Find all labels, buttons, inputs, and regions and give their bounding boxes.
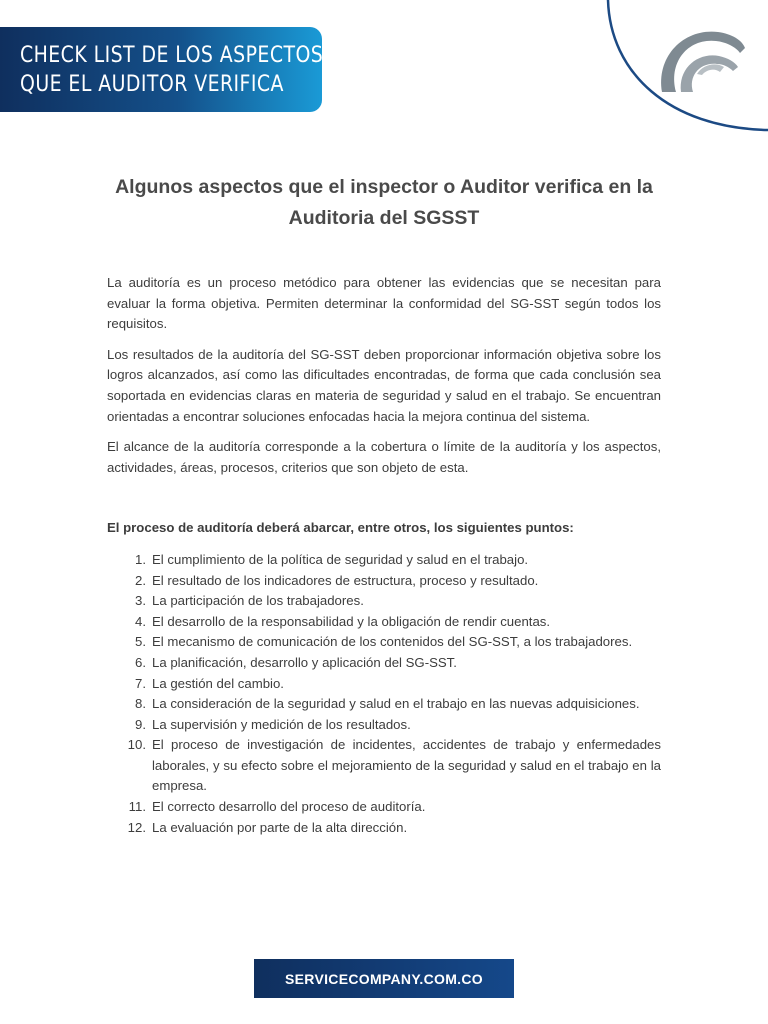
list-item-number: 1.: [135, 551, 146, 567]
list-item: [107, 674, 661, 695]
list-item-text: La planificación, desarrollo y aplicación del SG-SST.: [152, 654, 457, 670]
list-item-number: 10.: [127, 737, 146, 753]
list-item-number: 11.: [128, 799, 146, 815]
list-item-text: El resultado de los indicadores de estructura, proceso y resultado.: [152, 572, 539, 588]
list-item-text: El cumplimiento de la política de seguridad y salud en el trabajo.: [152, 551, 529, 567]
list-item-text: El proceso de investigación de incidentes, accidentes de trabajo y enfermedades laborales, y su efecto sobre el mejoramiento de la seguridad y salud en el trabajo en la empresa.: [152, 737, 661, 794]
list-item-text: El correcto desarrollo del proceso de auditoría.: [152, 799, 426, 815]
document-title: [107, 172, 661, 234]
list-item: [107, 715, 661, 736]
logo-ring-arc: [608, 0, 768, 130]
banner-title-line-2: QUE EL AUDITOR VERIFICA: [20, 72, 284, 97]
list-item-number: 6.: [135, 654, 146, 670]
paragraph-results: Los resultados de la auditoría del SG-SST deben proporcionar información objetiva sobre los logros alcanzados, así como las dificultades encontradas, de forma que cada conclusión sea soportada en evidencias claras en materia de seguridad y salud en el trabajo. Se encuentran orientadas a encontrar soluciones enfocadas hacia la mejora continua del sistema.: [107, 346, 661, 424]
list-item-text: La supervisión y medición de los resultados.: [152, 716, 411, 732]
list-item: [107, 612, 661, 633]
paragraph-intro: La auditoría es un proceso metódico para obtener las evidencias que se necesitan para evaluar la forma objetiva. Permiten determinar la conformidad del SG-SST según todos los requisitos.: [107, 275, 661, 332]
list-item-number: 4.: [135, 613, 146, 629]
list-item-text: La participación de los trabajadores.: [152, 593, 364, 609]
list-item-text: La gestión del cambio.: [152, 675, 284, 691]
list-item: [107, 571, 661, 592]
header-banner: [0, 27, 322, 112]
list-item: [107, 591, 661, 612]
list-item: [107, 735, 661, 797]
list-item: [107, 797, 661, 818]
banner-title-line-1: CHECK LIST DE LOS ASPECTOS: [20, 43, 324, 68]
footer-website-link[interactable]: SERVICECOMPANY.COM.CO: [254, 959, 514, 998]
list-item-number: 3.: [135, 593, 146, 609]
list-item-text: La consideración de la seguridad y salud en el trabajo en las nuevas adquisiciones.: [152, 696, 640, 712]
list-item: [107, 694, 661, 715]
document-title-line-2: Auditoria del SGSST: [288, 207, 480, 229]
list-item: [107, 818, 661, 839]
document-body: [107, 273, 661, 838]
list-item: [107, 550, 661, 571]
paragraph-scope: El alcance de la auditoría corresponde a la cobertura o límite de la auditoría y los aspectos, actividades, áreas, procesos, criterios que son objeto de esta.: [107, 439, 661, 475]
document-title-line-1: Algunos aspectos que el inspector o Auditor verifica en la: [115, 176, 653, 198]
list-item-number: 9.: [135, 716, 146, 732]
list-item-number: 8.: [135, 696, 146, 712]
list-item-number: 7.: [135, 675, 146, 691]
list-item: [107, 653, 661, 674]
list-item-text: La evaluación por parte de la alta dirección.: [152, 819, 408, 835]
list-item-text: El mecanismo de comunicación de los contenidos del SG-SST, a los trabajadores.: [152, 634, 633, 650]
wifi-arc-logo-icon: [661, 32, 745, 92]
list-lead: El proceso de auditoría deberá abarcar, entre otros, los siguientes puntos:: [107, 520, 574, 536]
list-item: [107, 632, 661, 653]
audit-points-list: [107, 550, 661, 838]
list-item-number: 2.: [135, 572, 146, 588]
list-item-text: El desarrollo de la responsabilidad y la obligación de rendir cuentas.: [152, 613, 551, 629]
list-item-number: 12.: [127, 819, 146, 835]
list-item-number: 5.: [135, 634, 146, 650]
